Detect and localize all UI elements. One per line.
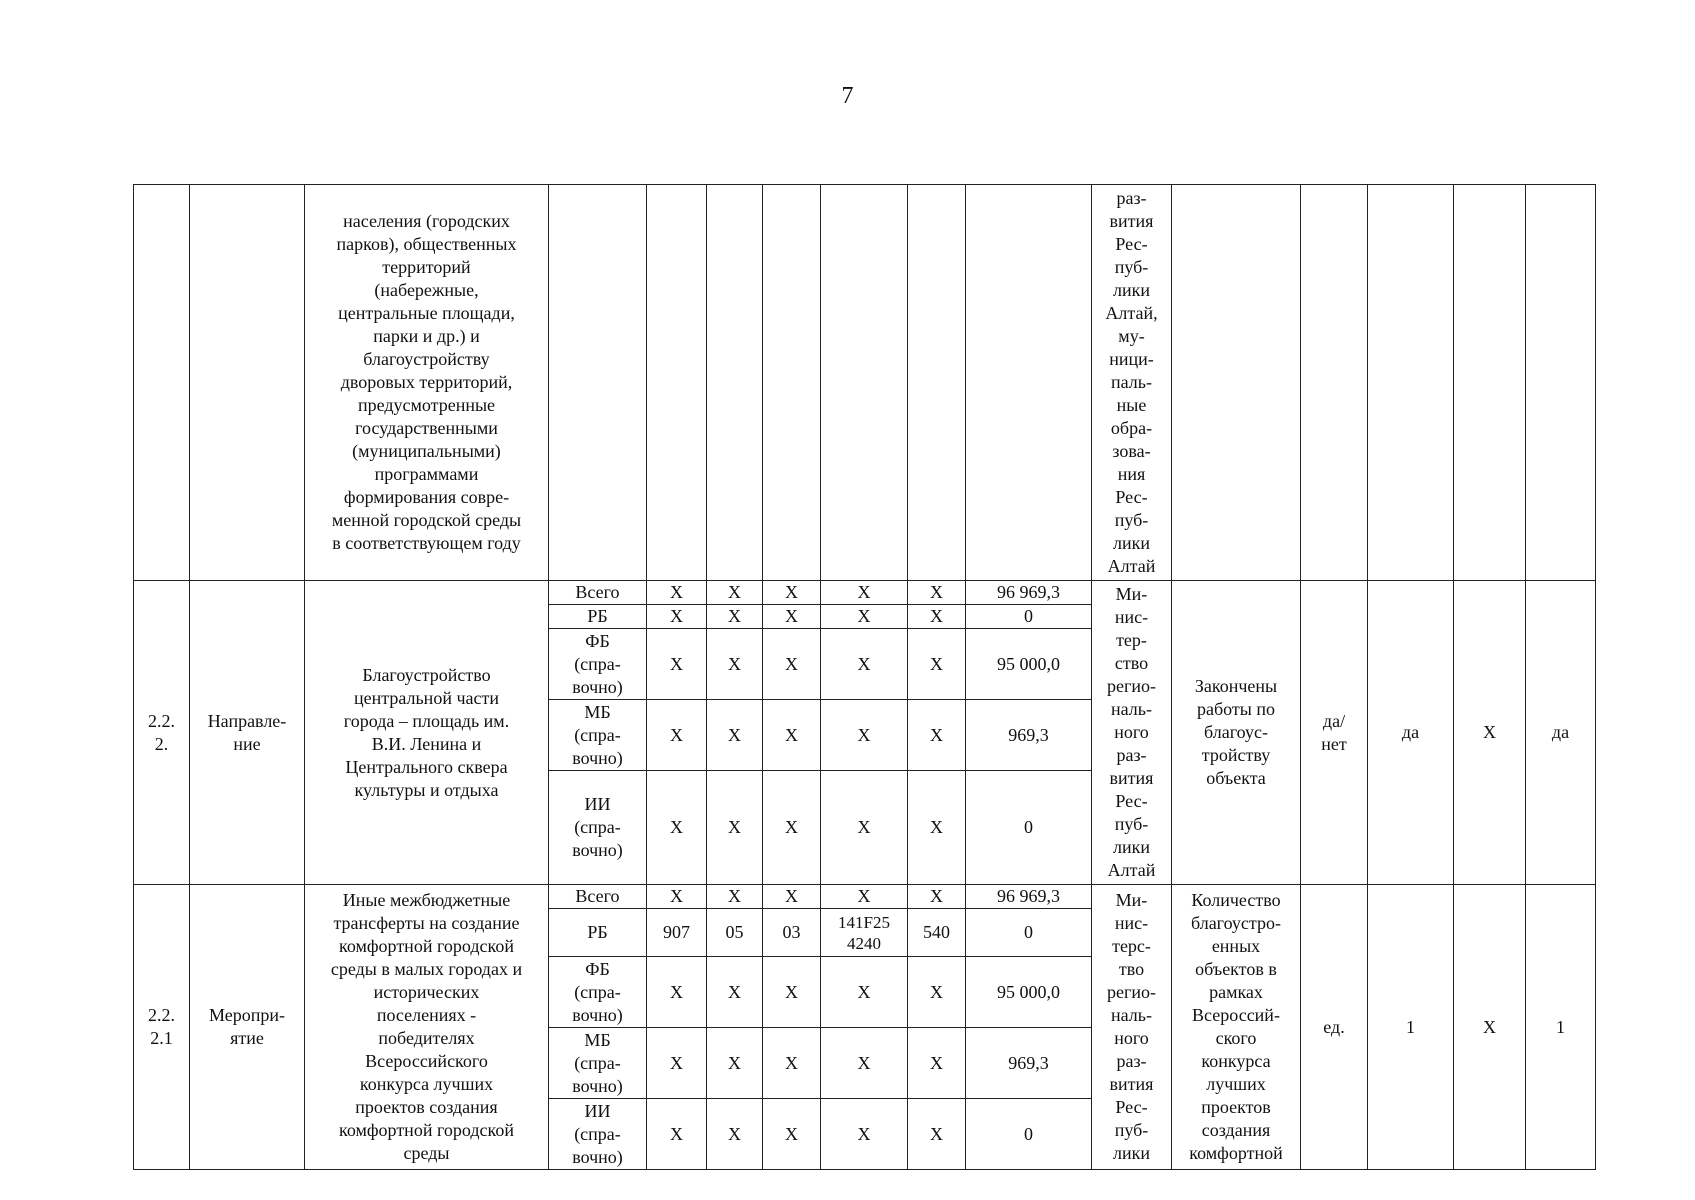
item-description: Благоустройство центральной части города – площадь им. В.И. Ленина и Центрального сквера культуры и отдыха [305, 581, 549, 885]
program-table [133, 184, 1596, 1170]
code-cell: X [707, 629, 763, 700]
funding-source: ФБ (спра- вочно) [549, 957, 647, 1028]
code-cell: 03 [763, 909, 821, 957]
item-description: Иные межбюджетные трансферты на создание комфортной городской среды в малых городах и исторических поселениях - победителях Всероссийского конкурса лучших проектов создания комфортной городской среды [305, 885, 549, 1170]
code-cell: X [763, 629, 821, 700]
code-cell: X [763, 885, 821, 909]
unit-cell: ед. [1301, 885, 1368, 1170]
item-type: Меропри- ятие [190, 885, 305, 1170]
amount-cell: 0 [966, 771, 1092, 885]
code-cell: 907 [647, 909, 707, 957]
code-cell: X [908, 581, 966, 605]
code-cell [647, 185, 707, 581]
amount-cell: 0 [966, 909, 1092, 957]
code-cell: X [908, 1099, 966, 1170]
amount-cell [966, 185, 1092, 581]
funding-source: ИИ (спра- вочно) [549, 1099, 647, 1170]
value-cell: 1 [1368, 885, 1454, 1170]
code-cell: X [647, 605, 707, 629]
code-cell: X [821, 1028, 908, 1099]
code-cell: X [908, 771, 966, 885]
code-cell: X [821, 957, 908, 1028]
code-cell: X [707, 885, 763, 909]
code-cell: X [647, 771, 707, 885]
code-cell: X [821, 1099, 908, 1170]
executor-cell: Ми- нис- тер- ство регио- наль- ного раз- вития Рес- пуб- лики Алтай [1092, 581, 1172, 885]
table-row [134, 885, 1596, 909]
value-cell: да [1368, 581, 1454, 885]
code-cell: X [763, 957, 821, 1028]
item-type: Направле- ние [190, 581, 305, 885]
code-cell: X [821, 581, 908, 605]
funding-source: РБ [549, 909, 647, 957]
funding-source: ИИ (спра- вочно) [549, 771, 647, 885]
indicator-cell: Закончены работы по благоус- тройству объекта [1172, 581, 1301, 885]
code-cell: X [707, 1028, 763, 1099]
code-cell: X [763, 605, 821, 629]
value-cell: да [1526, 581, 1596, 885]
value-cell [1526, 185, 1596, 581]
code-cell: X [908, 700, 966, 771]
page-number: 7 [841, 83, 854, 109]
amount-cell: 0 [966, 1099, 1092, 1170]
code-cell: X [707, 605, 763, 629]
code-cell: X [707, 771, 763, 885]
value-cell: X [1454, 581, 1526, 885]
code-cell: X [763, 1099, 821, 1170]
code-cell [821, 185, 908, 581]
code-cell: X [908, 885, 966, 909]
code-cell: X [763, 700, 821, 771]
code-cell: X [707, 700, 763, 771]
number-cell [134, 185, 190, 581]
value-cell: 1 [1526, 885, 1596, 1170]
code-cell: X [763, 771, 821, 885]
code-cell: X [707, 957, 763, 1028]
amount-cell: 969,3 [966, 1028, 1092, 1099]
code-cell: X [647, 700, 707, 771]
value-cell [1454, 185, 1526, 581]
unit-cell: да/ нет [1301, 581, 1368, 885]
table-row [134, 581, 1596, 605]
funding-source: РБ [549, 605, 647, 629]
funding-source: Всего [549, 581, 647, 605]
code-cell: X [763, 1028, 821, 1099]
code-cell [707, 185, 763, 581]
indicator-cell [1172, 185, 1301, 581]
code-cell: X [821, 605, 908, 629]
code-cell: X [647, 1099, 707, 1170]
amount-cell: 96 969,3 [966, 885, 1092, 909]
type-cell [190, 185, 305, 581]
amount-cell: 96 969,3 [966, 581, 1092, 605]
source-cell [549, 185, 647, 581]
code-cell: 05 [707, 909, 763, 957]
funding-source: ФБ (спра- вочно) [549, 629, 647, 700]
code-cell: X [908, 1028, 966, 1099]
code-cell: X [908, 957, 966, 1028]
amount-cell: 0 [966, 605, 1092, 629]
indicator-cell: Количество благоустро- енных объектов в рамках Всероссий- ского конкурса лучших проектов создания комфортной [1172, 885, 1301, 1170]
item-number: 2.2. 2.1 [134, 885, 190, 1170]
code-cell: X [707, 581, 763, 605]
value-cell: X [1454, 885, 1526, 1170]
code-cell [763, 185, 821, 581]
code-cell: X [647, 885, 707, 909]
amount-cell: 95 000,0 [966, 629, 1092, 700]
amount-cell: 969,3 [966, 700, 1092, 771]
executor-cell: раз- вития Рес- пуб- лики Алтай, му- ници- паль- ные обра- зова- ния Рес- пуб- лики Алтай [1092, 185, 1172, 581]
code-cell [908, 185, 966, 581]
funding-source: МБ (спра- вочно) [549, 700, 647, 771]
description-cell: населения (городских парков), общественных территорий (набережные, центральные площади, парки и др.) и благоустройству дворовых территорий, предусмотренные государственными (муниципальными) программами формирования совре- менной городской среды в соответствующем году [305, 185, 549, 581]
funding-source: Всего [549, 885, 647, 909]
code-cell: X [821, 885, 908, 909]
code-cell: X [908, 629, 966, 700]
code-cell: 540 [908, 909, 966, 957]
code-cell: X [821, 700, 908, 771]
code-cell: X [647, 957, 707, 1028]
code-cell: X [647, 629, 707, 700]
code-cell: X [707, 1099, 763, 1170]
code-cell: X [647, 1028, 707, 1099]
item-number: 2.2. 2. [134, 581, 190, 885]
code-cell: 141F25 4240 [821, 909, 908, 957]
value-cell [1368, 185, 1454, 581]
table-row-continuation [134, 185, 1596, 581]
executor-cell: Ми- нис- терс- тво регио- наль- ного раз- вития Рес- пуб- лики [1092, 885, 1172, 1170]
amount-cell: 95 000,0 [966, 957, 1092, 1028]
code-cell: X [647, 581, 707, 605]
code-cell: X [763, 581, 821, 605]
funding-source: МБ (спра- вочно) [549, 1028, 647, 1099]
code-cell: X [821, 771, 908, 885]
code-cell: X [821, 629, 908, 700]
code-cell: X [908, 605, 966, 629]
unit-cell [1301, 185, 1368, 581]
